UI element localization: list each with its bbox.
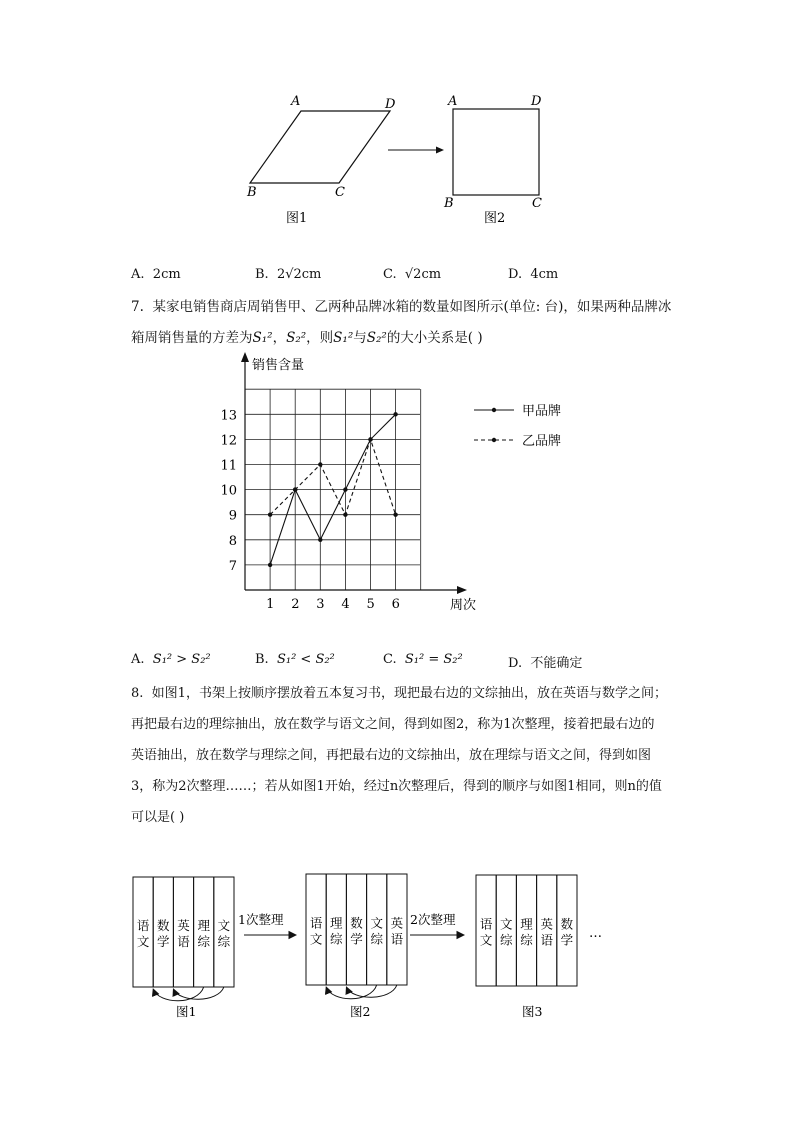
q8-line5: 可以是( ) (131, 810, 185, 825)
book-label-char: 文 (309, 931, 323, 947)
q7-var1-ref: S₁² (333, 330, 354, 346)
y-tick-label: 10 (220, 483, 237, 499)
choice-letter: B. (255, 652, 269, 667)
figure-caption: 图3 (522, 1004, 543, 1019)
choice-text: 4cm (530, 267, 559, 282)
book-label-char: 综 (217, 934, 231, 949)
bookshelf-fig1 (133, 877, 234, 1019)
book-label-char: 数 (157, 918, 170, 933)
book-label-char: 英 (177, 918, 190, 933)
q8-line3: 英语抽出，放在数学与理综之间，再把最右边的文综抽出，放在理综与语文之间，得到如图 (131, 748, 652, 763)
y-tick-label: 13 (220, 408, 237, 424)
book-label-char: 理 (330, 915, 343, 931)
y-tick-label: 8 (228, 533, 237, 549)
q8-number: 8. (131, 686, 144, 701)
q7-var2-ref: S₂² (366, 330, 387, 346)
book-label-char: 学 (157, 934, 170, 949)
choice-text: S₁² = S₂² (404, 652, 463, 667)
x-tick-label: 5 (366, 597, 375, 612)
choice-letter: B. (255, 267, 269, 282)
x-axis-label: 周次 (450, 598, 477, 613)
arrow1-label: 1次整理 (238, 912, 284, 927)
q7-text-part4: 与 (353, 330, 367, 346)
book-label-char: 文 (370, 915, 383, 931)
book-label-char: 理 (520, 916, 533, 932)
q7-text-part3: ，则 (306, 330, 334, 346)
book-label-char: 语 (136, 918, 150, 933)
book-label-char: 语 (479, 916, 493, 932)
choice-text: 2√2cm (276, 267, 322, 282)
choice-text: S₁² < S₂² (276, 652, 335, 667)
fig1-vertex-d: D (385, 97, 396, 112)
fig2-vertex-a: A (448, 94, 458, 109)
book-label-char: 综 (500, 932, 513, 948)
book-label-char: 综 (330, 931, 343, 947)
fig1-vertex-b: B (247, 185, 257, 200)
choice-text: S₁² > S₂² (152, 652, 211, 667)
book-label-char: 英 (390, 915, 404, 931)
y-tick-label: 12 (220, 433, 237, 449)
book-label-char: 英 (540, 916, 553, 932)
figure-caption: 图1 (176, 1004, 197, 1019)
book-label-char: 语 (390, 931, 404, 947)
choice-letter: D. (508, 267, 523, 282)
q8-line2: 再把最右边的理综抽出，放在数学与语文之间，得到如图2，称为1次整理，接着把最右边的 (131, 717, 655, 732)
ellipsis: … (589, 926, 602, 941)
fig2-vertex-c: C (532, 196, 542, 211)
y-tick-label: 11 (220, 458, 237, 474)
q7-text-part5: 的大小关系是( ) (386, 330, 483, 346)
move-arrow (346, 985, 397, 997)
choice-letter: D. (508, 656, 523, 671)
bookshelf-fig3 (476, 875, 577, 1019)
q7-text-part1: 箱周销售量的方差为 (131, 330, 253, 346)
book-label-char: 数 (350, 915, 363, 931)
fig2-caption: 图2 (484, 211, 506, 226)
arrow2-label: 2次整理 (410, 912, 456, 927)
move-arrow (326, 985, 377, 999)
y-tick-label: 9 (228, 508, 237, 524)
bookshelf-fig2 (306, 874, 407, 1019)
book-label-char: 语 (540, 932, 553, 948)
q7-number: 7. (131, 299, 144, 315)
fig1-vertex-a: A (291, 94, 301, 109)
book-label-char: 综 (520, 932, 533, 948)
q8-text-line1: 如图1，书架上按顺序摆放着五本复习书，现把最右边的文综抽出，放在英语与数学之间； (151, 686, 667, 701)
y-tick-label: 7 (228, 558, 237, 574)
choice-letter: A. (131, 267, 145, 282)
figure-caption: 图2 (350, 1004, 371, 1019)
book-label-char: 综 (370, 931, 383, 947)
book-label-char: 语 (177, 934, 190, 949)
choice-letter: C. (383, 652, 397, 667)
move-arrow (153, 987, 204, 1001)
fig2-vertex-d: D (531, 94, 542, 109)
q7-var1: S₁² (252, 330, 273, 346)
book-label-char: 学 (560, 932, 574, 948)
book-label-char: 文 (217, 918, 231, 933)
choice-text: √2cm (404, 267, 442, 282)
q7-text-line1: 某家电销售商店周销售甲、乙两种品牌冰箱的数量如图所示(单位: 台)，如果两种品牌冰 (152, 299, 672, 315)
book-label-char: 语 (309, 915, 323, 931)
y-axis-label: 销售含量 (252, 358, 305, 373)
book-label-char: 理 (197, 918, 210, 933)
legend-label-2: 乙品牌 (522, 434, 562, 449)
book-label-char: 文 (479, 932, 493, 948)
choice-text: 2cm (152, 267, 181, 282)
book-label-char: 文 (500, 916, 513, 932)
choice-letter: C. (383, 267, 397, 282)
legend-label-1: 甲品牌 (522, 404, 562, 419)
fig2-vertex-b: B (444, 196, 454, 211)
fig1-caption: 图1 (286, 211, 308, 226)
x-tick-label: 3 (316, 597, 325, 612)
choice-letter: A. (131, 652, 145, 667)
book-label-char: 文 (136, 934, 150, 949)
q7-var2: S₂² (286, 330, 307, 346)
x-tick-label: 4 (341, 597, 350, 612)
book-label-char: 综 (197, 934, 210, 949)
q8-line4: 3，称为2次整理……；若从如图1开始，经过n次整理后，得到的顺序与如图1相同，则n的值 (131, 779, 662, 794)
move-arrow (173, 987, 224, 999)
x-tick-label: 2 (291, 597, 300, 612)
book-label-char: 学 (350, 931, 363, 947)
x-tick-label: 6 (391, 597, 400, 612)
choice-text: 不能确定 (530, 656, 583, 671)
q7-text-part2: ， (272, 330, 287, 346)
x-tick-label: 1 (266, 597, 275, 612)
fig1-vertex-c: C (335, 185, 345, 200)
book-label-char: 数 (560, 916, 574, 932)
